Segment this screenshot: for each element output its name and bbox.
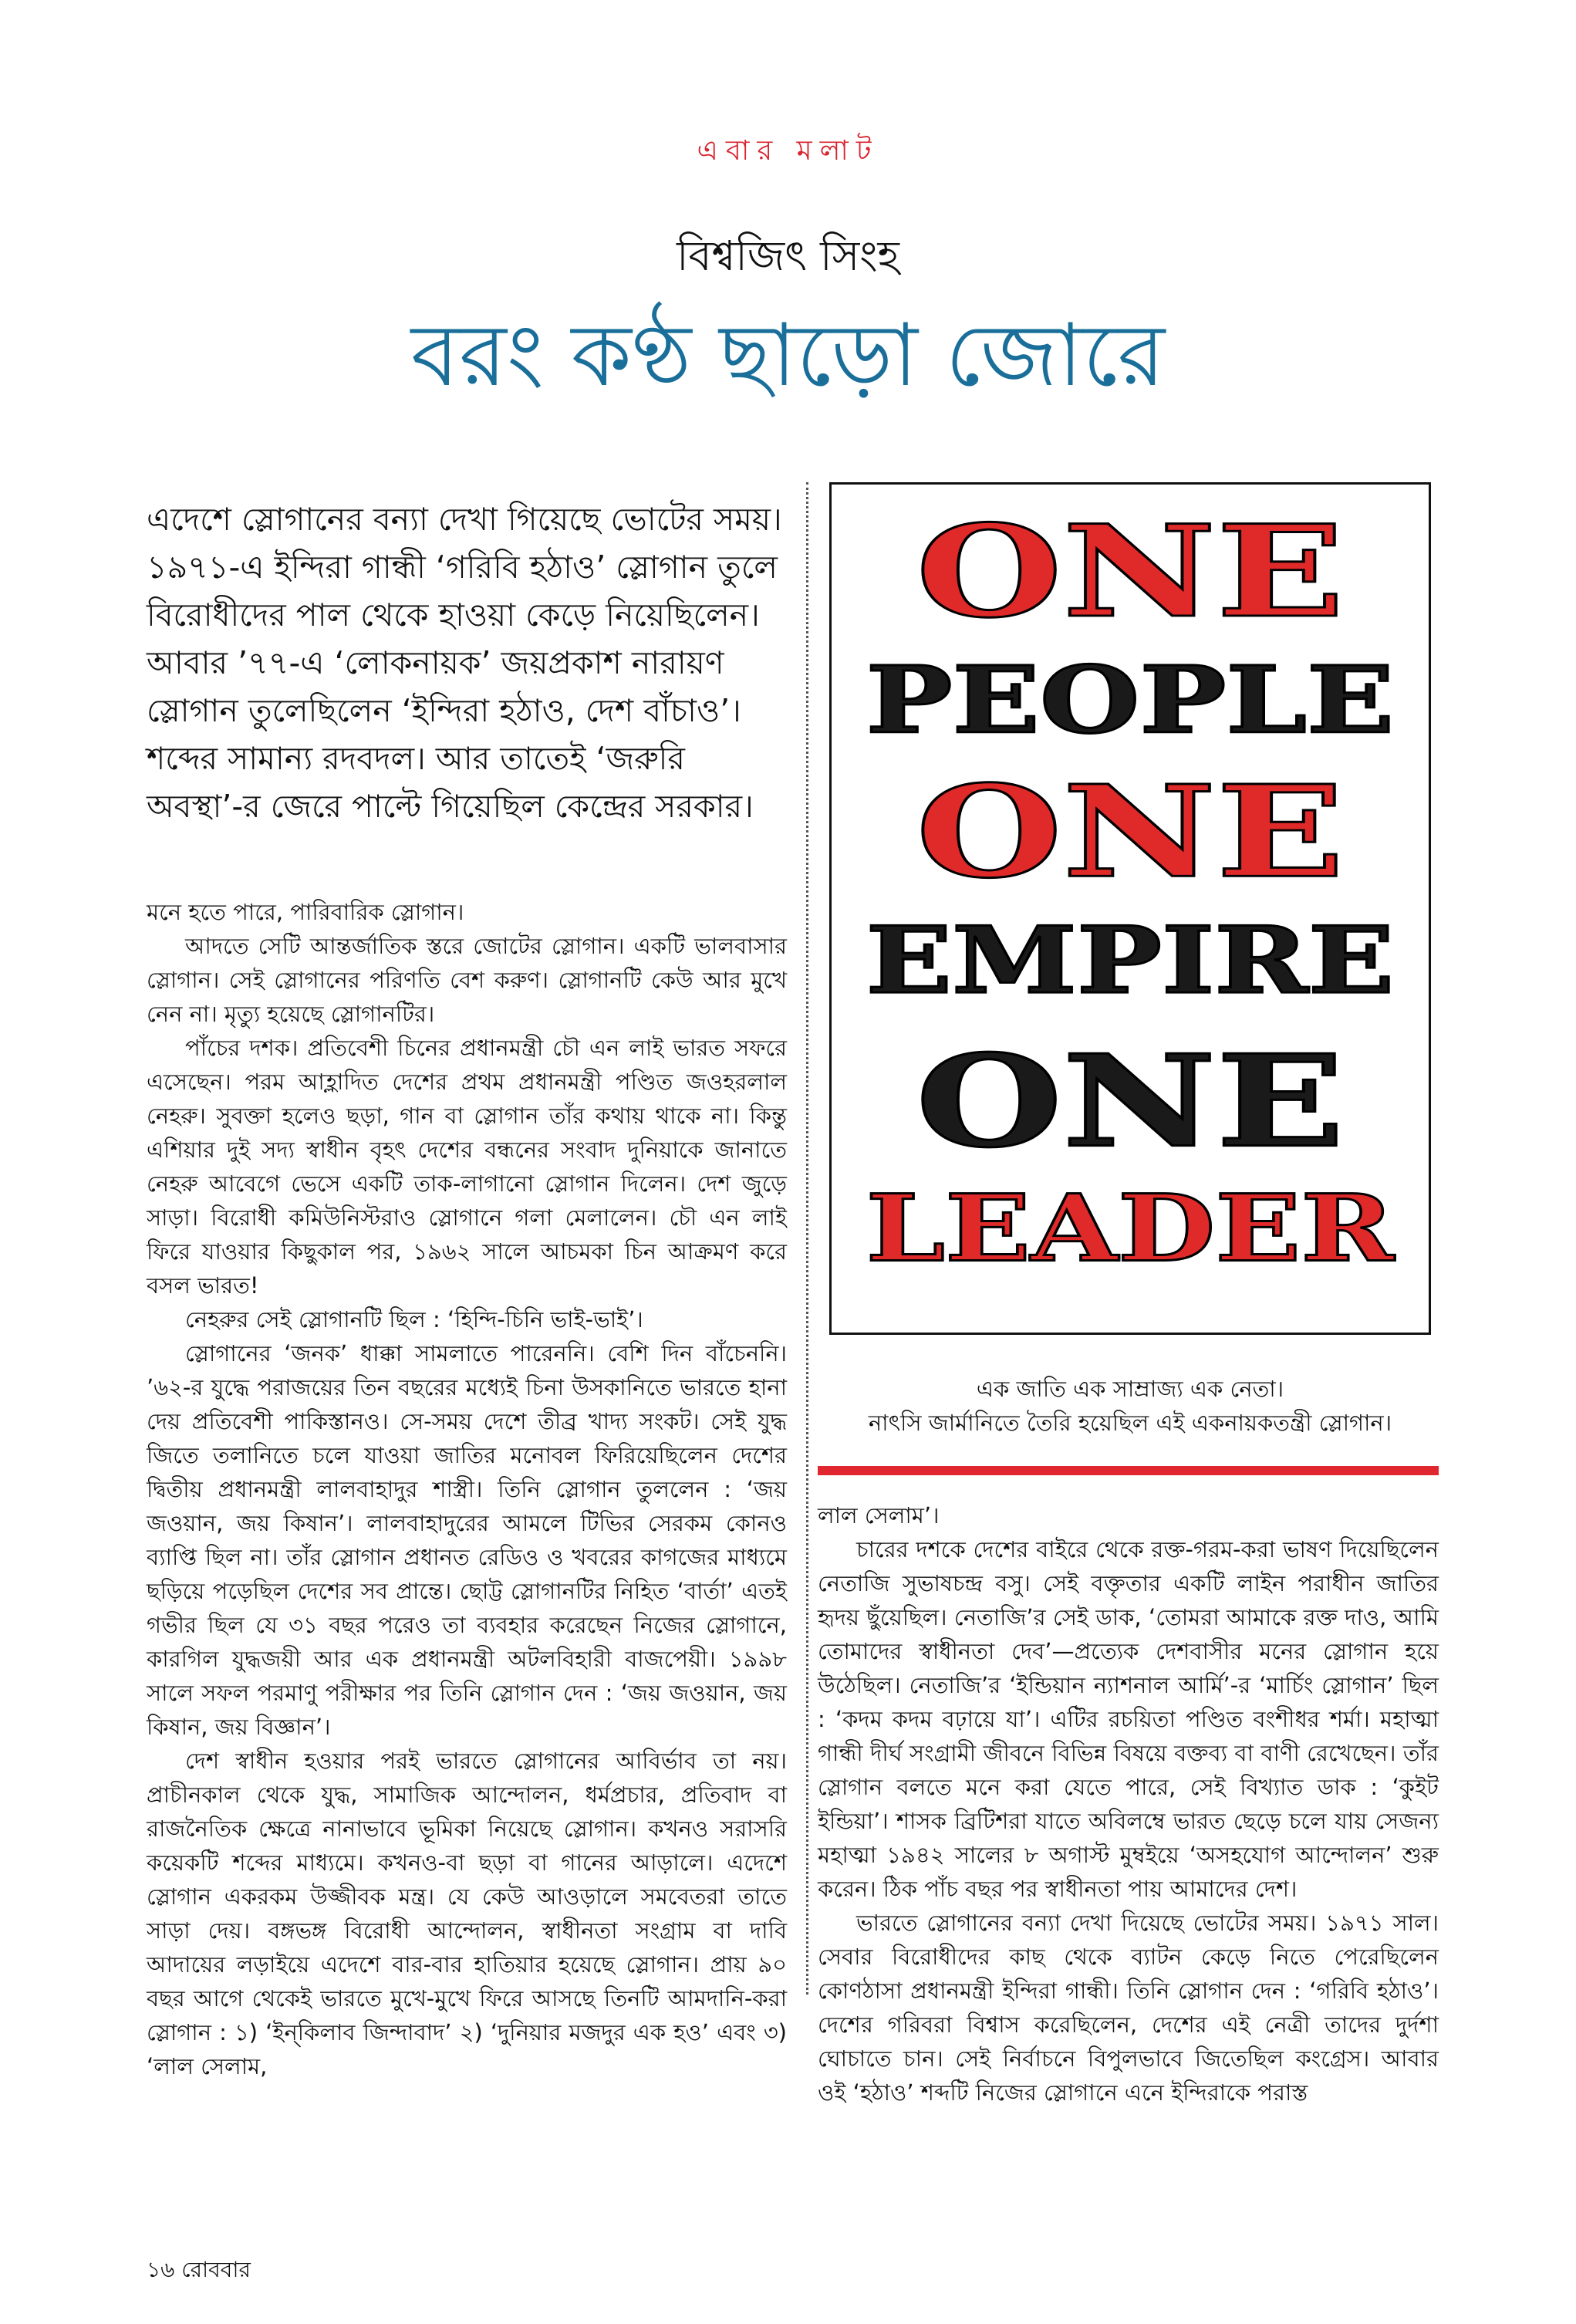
intro-paragraph: এদেশে স্লোগানের বন্যা দেখা গিয়েছে ভোটের সময়। ১৯৭১-এ ইন্দিরা গান্ধী ‘গরিবি হঠাও’ স্লোগান তুলে বিরোধীদের পাল থেকে হাওয়া কেড়ে নিয়েছিলেন। আবার ’৭৭-এ ‘লোকনায়ক’ জয়প্রকাশ নারায়ণ স্লোগান তুলেছিলেন ‘ইন্দিরা হঠাও, দেশ বাঁচাও’। শব্দের সামান্য রদবদল। আর তাতেই ‘জরুরি অবস্থা’-র জেরে পাল্টে গিয়েছিল কেন্দ্রের সরকার। [147,501,782,825]
poster-line-empire: EMPIRE [866,907,1395,1015]
poster-line-people: PEOPLE [866,646,1395,755]
caption-line-2: নাৎসি জার্মানিতে তৈরি হয়েছিল এই একনায়কতন্ত্রী স্লোগান। [868,1410,1392,1436]
poster-line-one-2: ONE [916,757,1345,907]
slogan-poster-image [829,482,1431,1335]
red-rule-divider [818,1466,1439,1475]
body-paragraph: ভারতে স্লোগানের বন্যা দেখা দিয়েছে ভোটের সময়। ১৯৭১ সাল। সেবার বিরোধীদের কাছ থেকে ব্যাটন কেড়ে নিতে পেরেছিলেন কোণঠাসা প্রধানমন্ত্রী ইন্দিরা গান্ধী। তিনি স্লোগান দেন : ‘গরিবি হঠাও’। দেশের গরিবরা বিশ্বাস করেছিলেন, দেশের এই নেত্রী তাদের দুর্দশা ঘোচাতে চান। সেই নির্বাচনে বিপুলভাবে জিতেছিল কংগ্রেস। আবার ওই ‘হঠাও’ শব্দটি নিজের স্লোগানে এনে ইন্দিরাকে পরাস্ত [818,1910,1439,2106]
body-paragraph: নেহরুর সেই স্লোগানটি ছিল : ‘হিন্দি-চিনি ভাই-ভাই’। [185,1306,643,1333]
caption-line-1: এক জাতি এক সাম্রাজ্য এক নেতা। [976,1376,1284,1402]
page-footer: ১৬ রোববার [147,2257,251,2282]
body-paragraph: আদতে সেটি আন্তর্জাতিক স্তরে জোটের স্লোগান। একটি ভালবাসার স্লোগান। সেই স্লোগানের পরিণতি বেশ করুণ। স্লোগানটি কেউ আর মুখে নেন না। মৃত্যু হয়েছে স্লোগানটির। [147,933,787,1027]
poster-line-one-3: ONE [916,1026,1345,1176]
body-paragraph: লাল সেলাম’। [818,1502,940,1529]
right-body-column [818,1498,1439,2110]
poster-line-leader: LEADER [866,1174,1395,1283]
left-body-column [147,895,787,2083]
body-paragraph: মনে হতে পারে, পারিবারিক স্লোগান। [147,899,464,925]
headline: বরং কণ্ঠ ছাড়ো জোরে [410,306,1166,406]
section-label: এবার মলাট [697,135,879,167]
poster-line-one-1: ONE [916,496,1345,646]
body-paragraph: স্লোগানের ‘জনক’ ধাক্কা সামলাতে পারেননি। বেশি দিন বাঁচেননি। ’৬২-র যুদ্ধে পরাজয়ের তিন বছরের মধ্যেই চিনা উসকানিতে ভারতে হানা দেয় প্রতিবেশী পাকিস্তানও। সে-সময় দেশে তীব্র খাদ্য সংকট। সেই যুদ্ধ জিতে তলানিতে চলে যাওয়া জাতির মনোবল ফিরিয়েছিলেন দেশের দ্বিতীয় প্রধানমন্ত্রী লালবাহাদুর শাস্ত্রী। তিনি স্লোগান তুললেন : ‘জয় জওয়ান, জয় কিষান’। লালবাহাদুরের আমলে টিভির সেরকম কোনও ব্যাপ্তি ছিল না। তাঁর স্লোগান প্রধানত রেডিও ও খবরের কাগজের মাধ্যমে ছড়িয়ে পড়েছিল দেশের সব প্রান্তে। ছোট্ট স্লোগানটির নিহিত ‘বার্তা’ এতই গভীর ছিল যে ৩১ বছর পরেও তা ব্যবহার করেছেন নিজের স্লোগানে, কারগিল যুদ্ধজয়ী আর এক প্রধানমন্ত্রী অটলবিহারী বাজপেয়ী। ১৯৯৮ সালে সফল পরমাণু পরীক্ষার পর তিনি স্লোগান দেন : ‘জয় জওয়ান, জয় কিষান, জয় বিজ্ঞান’। [147,1340,787,1740]
author-byline: বিশ্বজিৎ সিংহ [677,231,899,280]
body-paragraph: চারের দশকে দেশের বাইরে থেকে রক্ত-গরম-করা ভাষণ দিয়েছিলেন নেতাজি সুভাষচন্দ্র বসু। সেই বক্তৃতার একটি লাইন পরাধীন জাতির হৃদয় ছুঁয়েছিল। নেতাজি’র সেই ডাক, ‘তোমরা আমাকে রক্ত দাও, আমি তোমাদের স্বাধীনতা দেব’—প্রত্যেক দেশবাসীর মনের স্লোগান হয়ে উঠেছিল। নেতাজি’র ‘ইন্ডিয়ান ন্যাশনাল আর্মি’-র ‘মার্চিং স্লোগান’ ছিল : ‘কদম কদম বঢ়ায়ে যা’। এটির রচয়িতা পণ্ডিত বংশীধর শর্মা। মহাত্মা গান্ধী দীর্ঘ সংগ্রামী জীবনে বিভিন্ন বিষয়ে বক্তব্য বা বাণী রেখেছেন। তাঁর স্লোগান বলতে মনে করা যেতে পারে, সেই বিখ্যাত ডাক : ‘কুইট ইন্ডিয়া’। শাসক ব্রিটিশরা যাতে অবিলম্বে ভারত ছেড়ে চলে যায় সেজন্য মহাত্মা ১৯৪২ সালের ৮ অগাস্ট মুম্বইয়ে ‘অসহযোগ আন্দোলন’ শুরু করেন। ঠিক পাঁচ বছর পর স্বাধীনতা পায় আমাদের দেশ। [818,1536,1439,1902]
poster-caption [818,1372,1443,1440]
body-paragraph: পাঁচের দশক। প্রতিবেশী চিনের প্রধানমন্ত্রী চৌ এন লাই ভারত সফরে এসেছেন। পরম আহ্লাদিত দেশের প্রথম প্রধানমন্ত্রী পণ্ডিত জওহরলাল নেহরু। সুবক্তা হলেও ছড়া, গান বা স্লোগান তাঁর কথায় থাকে না। কিন্তু এশিয়ার দুই সদ্য স্বাধীন বৃহৎ দেশের বন্ধনের সংবাদ দুনিয়াকে জানাতে নেহরু আবেগে ভেসে একটি তাক-লাগানো স্লোগান দিলেন। দেশ জুড়ে সাড়া। বিরোধী কমিউনিস্টরাও স্লোগানে গলা মেলালেন। চৌ এন লাই ফিরে যাওয়ার কিছুকাল পর, ১৯৬২ সালে আচমকা চিন আক্রমণ করে বসল ভারত! [147,1035,787,1299]
column-divider [806,482,808,1995]
body-paragraph: দেশ স্বাধীন হওয়ার পরই ভারতে স্লোগানের আবির্ভাব তা নয়। প্রাচীনকাল থেকে যুদ্ধ, সামাজিক আন্দোলন, ধর্মপ্রচার, প্রতিবাদ বা রাজনৈতিক ক্ষেত্রে নানাভাবে ভূমিকা নিয়েছে স্লোগান। কখনও সরাসরি কয়েকটি শব্দের মাধ্যমে। কখনও-বা ছড়া বা গানের আড়ালে। এদেশে স্লোগান একরকম উজ্জীবক মন্ত্র। যে কেউ আওড়ালে সমবেতরা তাতে সাড়া দেয়। বঙ্গভঙ্গ বিরোধী আন্দোলন, স্বাধীনতা সংগ্রাম বা দাবি আদায়ের লড়াইয়ে এদেশে বার-বার হাতিয়ার হয়েছে স্লোগান। প্রায় ৯০ বছর আগে থেকেই ভারতে মুখে-মুখে ফিরে আসছে তিনটি আমদানি-করা স্লোগান : ১) ‘ইন্‌কিলাব জিন্দাবাদ’ ২) ‘দুনিয়ার মজদুর এক হও’ এবং ৩) ‘লাল সেলাম, [147,1748,787,2079]
